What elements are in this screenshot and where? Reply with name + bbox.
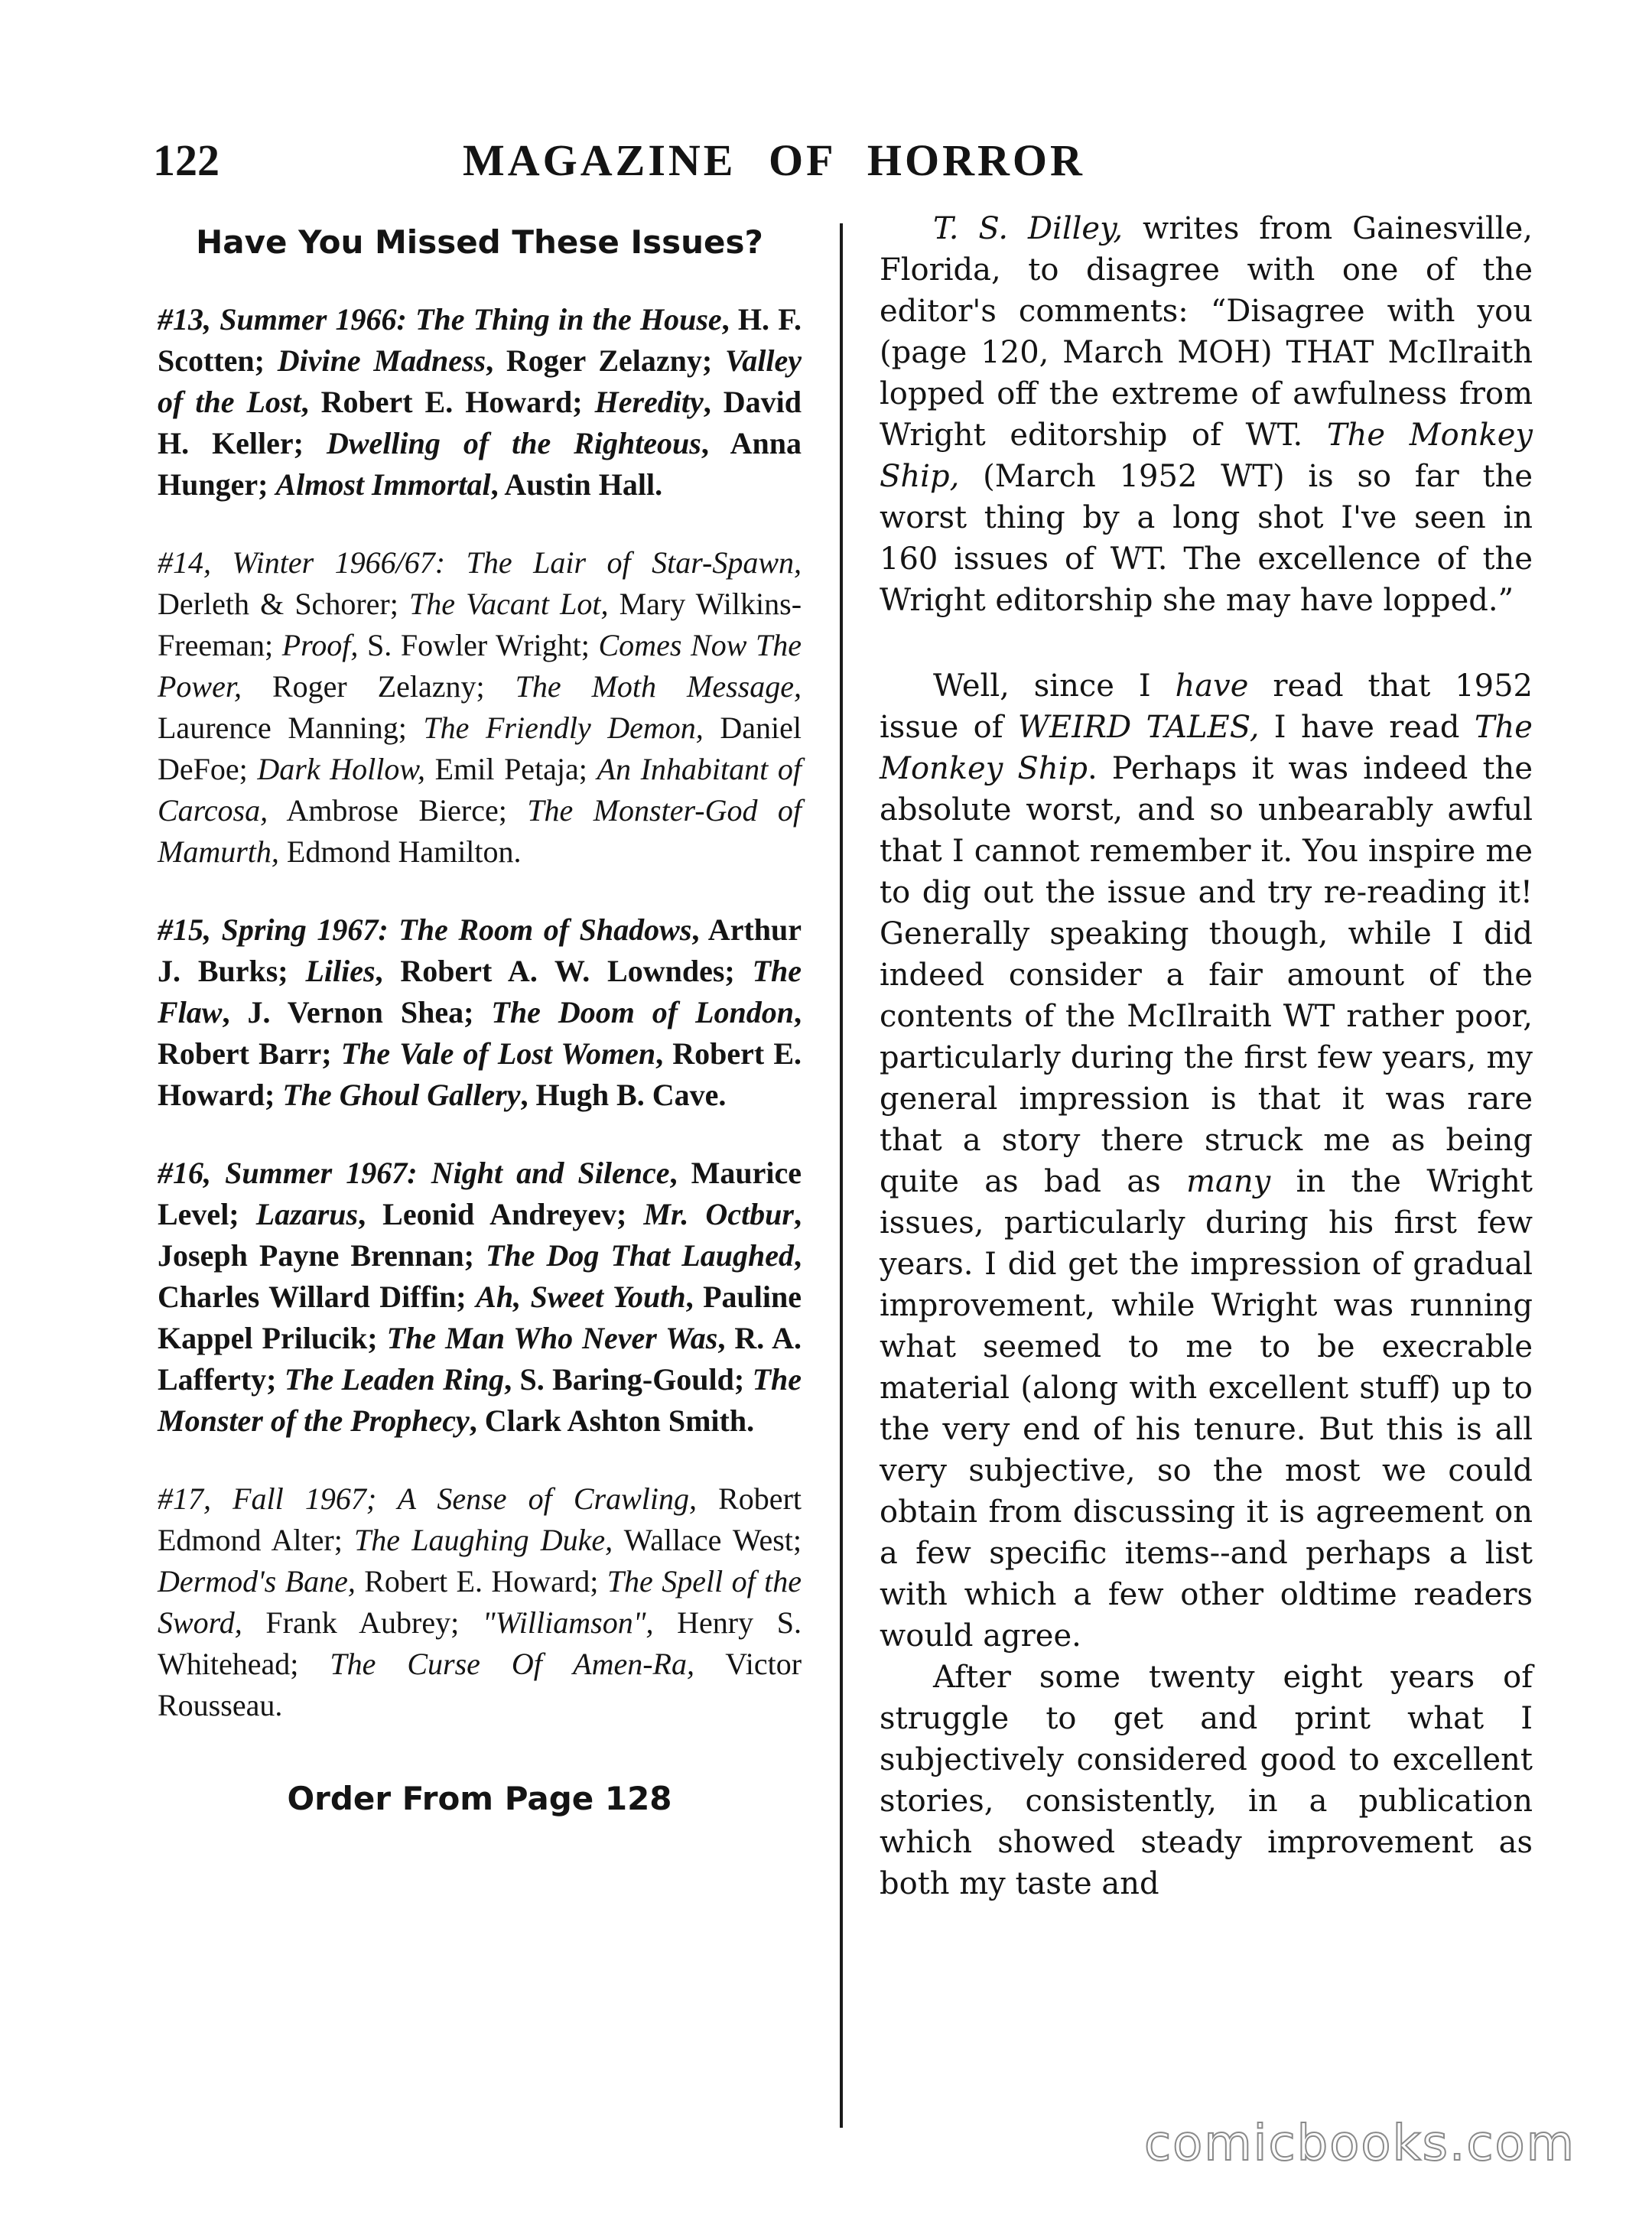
text-run: Wallace West; [613, 1523, 802, 1557]
magazine-title: MAGAZINE OF HORROR [463, 135, 1085, 185]
italic-text-run: The Monkey Ship, [880, 418, 1533, 494]
italic-text-run: Mr. Octbur [643, 1197, 794, 1231]
italic-text-run: Almost Immortal [275, 467, 491, 502]
back-issues-heading: Have You Missed These Issues? [196, 223, 763, 261]
italic-text-run: "Williamson", [482, 1605, 654, 1640]
italic-text-run: WEIRD TALES, [1017, 710, 1260, 745]
italic-text-run: The Friendly Demon, [423, 711, 704, 745]
text-run: Ambrose Bierce; [268, 793, 528, 828]
italic-text-run: #17, Fall 1967; A Sense of Crawling, [158, 1481, 698, 1516]
text-run: S. Fowler Wright; [358, 628, 599, 662]
italic-text-run: The Monster-God of Mamurth, [158, 793, 802, 869]
italic-text-run: The Leaden Ring [284, 1362, 505, 1397]
text-run: Derleth & Schorer; [158, 587, 409, 621]
text-run: Edmond Hamilton. [278, 834, 522, 869]
italic-text-run: have [1175, 668, 1249, 704]
text-run: Roger Zelazny; [242, 669, 515, 704]
text-run: , Maurice Level; [158, 1156, 802, 1231]
text-run: , Anna Hunger; [158, 426, 802, 502]
italic-text-run: Comes Now The Power, [158, 628, 802, 704]
text-run: , Arthur J. Burks; [158, 912, 802, 988]
italic-text-run: The Man Who Never Was [386, 1321, 718, 1355]
italic-text-run: The Vacant Lot, [408, 587, 609, 621]
issue-16-listing [158, 1153, 802, 1442]
text-run: Frank Aubrey; [242, 1605, 483, 1640]
italic-text-run: #13, Summer 1966: [158, 302, 416, 337]
text-run: , Robert A. W. Lowndes; [375, 954, 753, 988]
italic-text-run: #16, Summer 1967: Night and Silence [158, 1156, 670, 1190]
text-run: , David H. Keller; [158, 385, 802, 460]
text-run: Emil Petaja; [425, 752, 597, 786]
text-run: , J. Vernon Shea; [222, 995, 492, 1029]
italic-text-run: Valley of the Lost [158, 343, 802, 419]
issue-15-listing [158, 909, 802, 1116]
issue-17-listing [158, 1478, 802, 1726]
text-run: , Robert E. Howard; [301, 385, 595, 419]
letter-paragraph [880, 208, 1533, 621]
italic-text-run: Proof, [281, 628, 359, 662]
issue-13-listing [158, 299, 802, 506]
text-run: Mary Wilkins-Freeman; [158, 587, 802, 662]
italic-text-run: Heredity [594, 385, 704, 419]
text-run: writes from Gainesville, Florida, to disagree with one of the editor's comments: “Disagree with you (page 120, March MOH) THAT McIlraith lopped off the extreme of awfulness from Wright editorship of WT. [880, 211, 1533, 453]
text-run: , Robert E. Howard; [158, 1036, 802, 1112]
italic-text-run: The Flaw [158, 954, 802, 1029]
italic-text-run: The Doom of London [491, 995, 795, 1029]
text-run: After some twenty eight years of struggle to get and print what I subjectively considered good to excellent stories, consistently, in a publication which showed steady improvement as both my taste and [880, 1660, 1533, 1901]
text-run: Daniel DeFoe; [158, 711, 802, 786]
italic-text-run: The Moth Message, [515, 669, 802, 704]
italic-text-run: Dark Hollow, [257, 752, 426, 786]
back-issues-column [158, 214, 802, 1817]
text-run: Well, since I [933, 668, 1176, 704]
text-run: , Pauline Kappel Prilucik; [158, 1280, 802, 1355]
text-run: , Joseph Payne Brennan; [158, 1197, 802, 1273]
text-run: , Roger Zelazny; [486, 343, 726, 378]
italic-text-run: Lazarus [255, 1197, 359, 1231]
text-run: , Leonid Andreyev; [358, 1197, 644, 1231]
italic-text-run: The Vale of Lost Women [340, 1036, 656, 1071]
text-run: , S. Baring-Gould; [504, 1362, 753, 1397]
italic-text-run: The Dog That Laughed [485, 1238, 794, 1273]
text-run: Robert E. Howard; [355, 1564, 607, 1598]
text-run: , R. A. Lafferty; [158, 1321, 802, 1397]
text-run: , H. F. Scotten; [158, 302, 802, 378]
italic-text-run: Dermod's Bane, [158, 1564, 356, 1598]
italic-text-run: #14, Winter 1966/67: The Lair of Star-Spawn, [158, 545, 802, 580]
italic-text-run: The Ghoul Gallery [282, 1078, 521, 1112]
issue-14-listing [158, 542, 802, 873]
order-note: Order From Page 128 [287, 1780, 672, 1817]
italic-text-run: many [1186, 1164, 1271, 1199]
text-run: I have read [1259, 710, 1475, 745]
italic-text-run: The Thing in the House [415, 302, 722, 337]
text-run: in the Wright issues, particularly during his first few years. I did get the impression of gradual improvement, while Wright was running what seemed to me to be execrable material (along with excellent stuff) up to the very end of his tenure. But this is all very subjective, so the most we could obtain from discussing it is agreement on a few specific items--and perhaps a list with which a few other oldtime readers would agree. [880, 1164, 1533, 1654]
italic-text-run: Dwelling of the Righteous [326, 426, 701, 460]
italic-text-run: The Curse Of Amen-Ra, [330, 1647, 694, 1681]
page-number: 122 [153, 135, 220, 185]
text-run: , Robert Barr; [158, 995, 802, 1071]
text-run: , Clark Ashton Smith. [469, 1403, 755, 1438]
italic-text-run: Divine Madness [277, 343, 486, 378]
italic-text-run: An Inhabitant of Carcosa, [158, 752, 802, 828]
text-run: Victor Rousseau. [158, 1647, 802, 1722]
letter-column [880, 208, 1533, 1904]
italic-text-run: The Spell of the Sword, [158, 1564, 802, 1640]
text-run: Laurence Manning; [158, 711, 424, 745]
italic-text-run: The Monkey Ship [880, 710, 1533, 786]
text-run: , Austin Hall. [490, 467, 663, 502]
italic-text-run: T. S. Dilley, [933, 211, 1124, 246]
text-run: read that 1952 issue of [880, 668, 1533, 745]
text-run: . Perhaps it was indeed the absolute worst, and so unbearably awful that I cannot remember it. You inspire me to dig out the issue and try re-reading it! Generally speaking though, while I did indeed consider a fair amount of the contents of the McIlraith WT rather poor, particularly during the first few years, my general impression is that it was rare that a story there struck me as being quite as bad as [880, 751, 1533, 1199]
text-run: (March 1952 WT) is so far the worst thing by a long shot I've seen in 160 issues of WT. The excellence of the Wright editorship she may have lopped.” [880, 459, 1533, 618]
italic-text-run: #15, Spring 1967: The Room of Shadows [158, 912, 692, 947]
text-run: Henry S. Whitehead; [158, 1605, 802, 1681]
text-run: , Hugh B. Cave. [520, 1078, 727, 1112]
text-run: Robert Edmond Alter; [158, 1481, 802, 1557]
site-watermark: comicbooks.com [1143, 2116, 1576, 2172]
italic-text-run: The Laughing Duke, [354, 1523, 613, 1557]
italic-text-run: Lilies [305, 954, 376, 988]
italic-text-run: Ah, Sweet Youth [476, 1280, 686, 1314]
italic-text-run: The Monster of the Prophecy [158, 1362, 802, 1438]
reply-paragraph [880, 665, 1533, 1657]
page-header [153, 135, 1101, 196]
text-run: , Charles Willard Diffin; [158, 1238, 802, 1314]
reply-paragraph [880, 1657, 1533, 1904]
column-divider [840, 223, 843, 2128]
